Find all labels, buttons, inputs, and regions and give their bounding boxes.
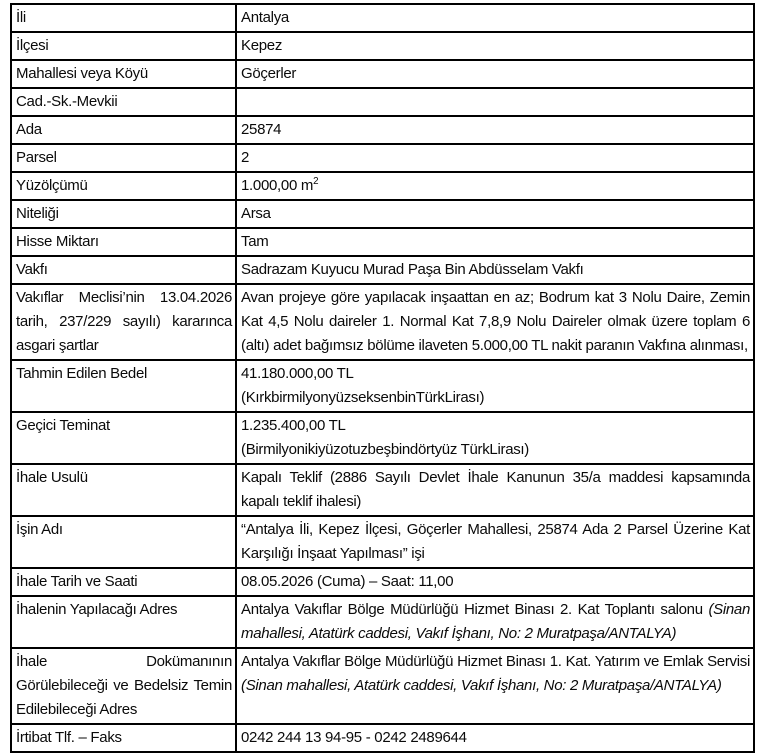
field-label-cell (11, 144, 236, 172)
field-value-segment: Antalya Vakıflar Bölge Müdürlüğü Hizmet Binası 1. Kat. Yatırım ve Emlak Servisi (241, 653, 750, 670)
table-row (11, 200, 754, 228)
field-label: İhale Usulü (16, 469, 88, 486)
field-value-line (241, 598, 750, 646)
field-value-line (241, 466, 750, 514)
table-row (11, 464, 754, 516)
field-label: Mahallesi veya Köyü (16, 65, 148, 82)
field-value-segment: (Birmilyonikiyüzotuzbeşbindörtyüz TürkLirası) (241, 441, 529, 458)
field-value-segment: 08.05.2026 (Cuma) – Saat: 11,00 (241, 573, 454, 590)
field-value-line (241, 362, 750, 386)
field-value-line (241, 62, 750, 86)
table-row (11, 516, 754, 568)
field-value-segment: “Antalya İli, Kepez İlçesi, Göçerler Mahallesi, 25874 Ada 2 Parsel Üzerine Kat Karşılığı İnşaat Yapılması” işi (241, 521, 750, 562)
field-label: İhalenin Yapılacağı Adres (16, 601, 178, 618)
field-value-segment: Kepez (241, 37, 283, 54)
table-row (11, 360, 754, 412)
field-value-cell (236, 256, 754, 284)
field-value-cell (236, 144, 754, 172)
field-value-cell (236, 596, 754, 648)
field-label-cell (11, 724, 236, 752)
field-value-line (241, 650, 750, 698)
field-value-segment: 41.180.000,00 TL (241, 365, 354, 382)
field-label-cell (11, 516, 236, 568)
field-label-cell (11, 568, 236, 596)
field-value-segment: Göçerler (241, 65, 297, 82)
table-row (11, 596, 754, 648)
table-row (11, 256, 754, 284)
field-label-cell (11, 360, 236, 412)
field-value-segment: 1.235.400,00 TL (241, 417, 346, 434)
field-label-cell (11, 256, 236, 284)
field-value-italic-segment: (Sinan mahallesi, Atatürk caddesi, Vakıf İşhanı, No: 2 Muratpaşa/ANTALYA) (241, 601, 750, 642)
field-label: Cad.-Sk.-Mevkii (16, 93, 118, 110)
field-value-cell (236, 284, 754, 360)
field-value-cell (236, 568, 754, 596)
field-label-cell (11, 412, 236, 464)
field-value-line (241, 6, 750, 30)
field-value-line (241, 118, 750, 142)
field-value-cell (236, 116, 754, 144)
field-label-cell (11, 32, 236, 60)
table-row (11, 648, 754, 724)
field-label: Hisse Miktarı (16, 233, 99, 250)
table-row (11, 568, 754, 596)
field-value-line (241, 414, 750, 438)
field-value-cell (236, 648, 754, 724)
field-label-cell (11, 200, 236, 228)
field-label: Parsel (16, 149, 57, 166)
field-label: İhale Tarih ve Saati (16, 573, 138, 590)
field-value-segment: Avan projeye göre yapılacak inşaattan en az; Bodrum kat 3 Nolu Daire, Zemin Kat 4,5 Nolu daireler 1. Normal Kat 7,8,9 Nolu Daireler olmak üzere toplam 6 (altı) adet bağımsız bölüme ilaveten 5.000,00 TL nakit paranın Vakfına alınması, (241, 289, 750, 354)
field-label: Ada (16, 121, 42, 138)
table-row (11, 32, 754, 60)
field-value-line (241, 258, 750, 282)
field-label-cell (11, 172, 236, 200)
tender-details-table (10, 3, 755, 753)
field-value-segment: Tam (241, 233, 269, 250)
field-value-segment: Antalya (241, 9, 289, 26)
field-value-italic-segment: (Sinan mahallesi, Atatürk caddesi, Vakıf İşhanı, No: 2 Muratpaşa/ANTALYA) (241, 677, 722, 694)
table-row (11, 724, 754, 752)
field-value-line (241, 34, 750, 58)
field-value-line (241, 438, 750, 462)
table-row (11, 172, 754, 200)
table-row (11, 284, 754, 360)
field-value-segment: 1.000,00 m (241, 177, 314, 194)
field-value-cell (236, 516, 754, 568)
field-value-cell (236, 464, 754, 516)
field-label: Vakfı (16, 261, 48, 278)
field-label-cell (11, 648, 236, 724)
field-label: Geçici Teminat (16, 417, 110, 434)
table-row (11, 412, 754, 464)
field-value-segment: Arsa (241, 205, 271, 222)
field-label-cell (11, 88, 236, 116)
field-value-cell (236, 200, 754, 228)
field-value-cell (236, 60, 754, 88)
field-label-cell (11, 4, 236, 32)
field-value-segment: Antalya Vakıflar Bölge Müdürlüğü Hizmet Binası 2. Kat Toplantı salonu (241, 601, 709, 618)
table-row (11, 228, 754, 256)
table-row (11, 4, 754, 32)
field-value-line (241, 174, 750, 198)
field-value-line (241, 726, 750, 750)
field-label: İhale Dokümanının Görülebileceği ve Bedelsiz Temin Edilebileceği Adres (16, 653, 232, 718)
field-value-segment: (KırkbirmilyonyüzseksenbinTürkLirası) (241, 389, 485, 406)
field-value-segment: Sadrazam Kuyucu Murad Paşa Bin Abdüsselam Vakfı (241, 261, 584, 278)
field-value-segment: Kapalı Teklif (2886 Sayılı Devlet İhale Kanunun 35/a maddesi kapsamında kapalı teklif ihalesi) (241, 469, 750, 510)
field-label-cell (11, 116, 236, 144)
field-value-cell (236, 724, 754, 752)
field-label-cell (11, 228, 236, 256)
field-value-segment: 0242 244 13 94-95 - 0242 2489644 (241, 729, 467, 746)
field-value-cell (236, 412, 754, 464)
field-label: Vakıflar Meclisi’nin 13.04.2026 tarih, 237/229 sayılı) kararınca asgari şartlar (16, 289, 232, 354)
field-value-cell (236, 360, 754, 412)
field-label: Tahmin Edilen Bedel (16, 365, 148, 382)
field-value-line (241, 286, 750, 358)
field-value-cell (236, 4, 754, 32)
field-label: İrtibat Tlf. – Faks (16, 729, 122, 746)
field-label: Yüzölçümü (16, 177, 88, 194)
field-label-cell (11, 60, 236, 88)
table-row (11, 144, 754, 172)
table-row (11, 60, 754, 88)
field-value-segment: 25874 (241, 121, 282, 138)
field-value-line (241, 146, 750, 170)
table-row (11, 116, 754, 144)
field-label: Niteliği (16, 205, 59, 222)
field-value-cell (236, 228, 754, 256)
field-value-line (241, 202, 750, 226)
field-label: İli (16, 9, 26, 26)
field-value-line (241, 570, 750, 594)
field-label-cell (11, 284, 236, 360)
field-value-segment: 2 (241, 149, 250, 166)
field-label: İlçesi (16, 37, 49, 54)
field-label-cell (11, 464, 236, 516)
tender-table-body (11, 4, 754, 752)
field-value-line (241, 518, 750, 566)
superscript-segment: 2 (313, 176, 319, 187)
field-label-cell (11, 596, 236, 648)
field-value-cell (236, 88, 754, 116)
field-value-cell (236, 32, 754, 60)
field-label: İşin Adı (16, 521, 63, 538)
field-value-line (241, 230, 750, 254)
field-value-line (241, 386, 750, 410)
field-value-cell (236, 172, 754, 200)
table-row (11, 88, 754, 116)
